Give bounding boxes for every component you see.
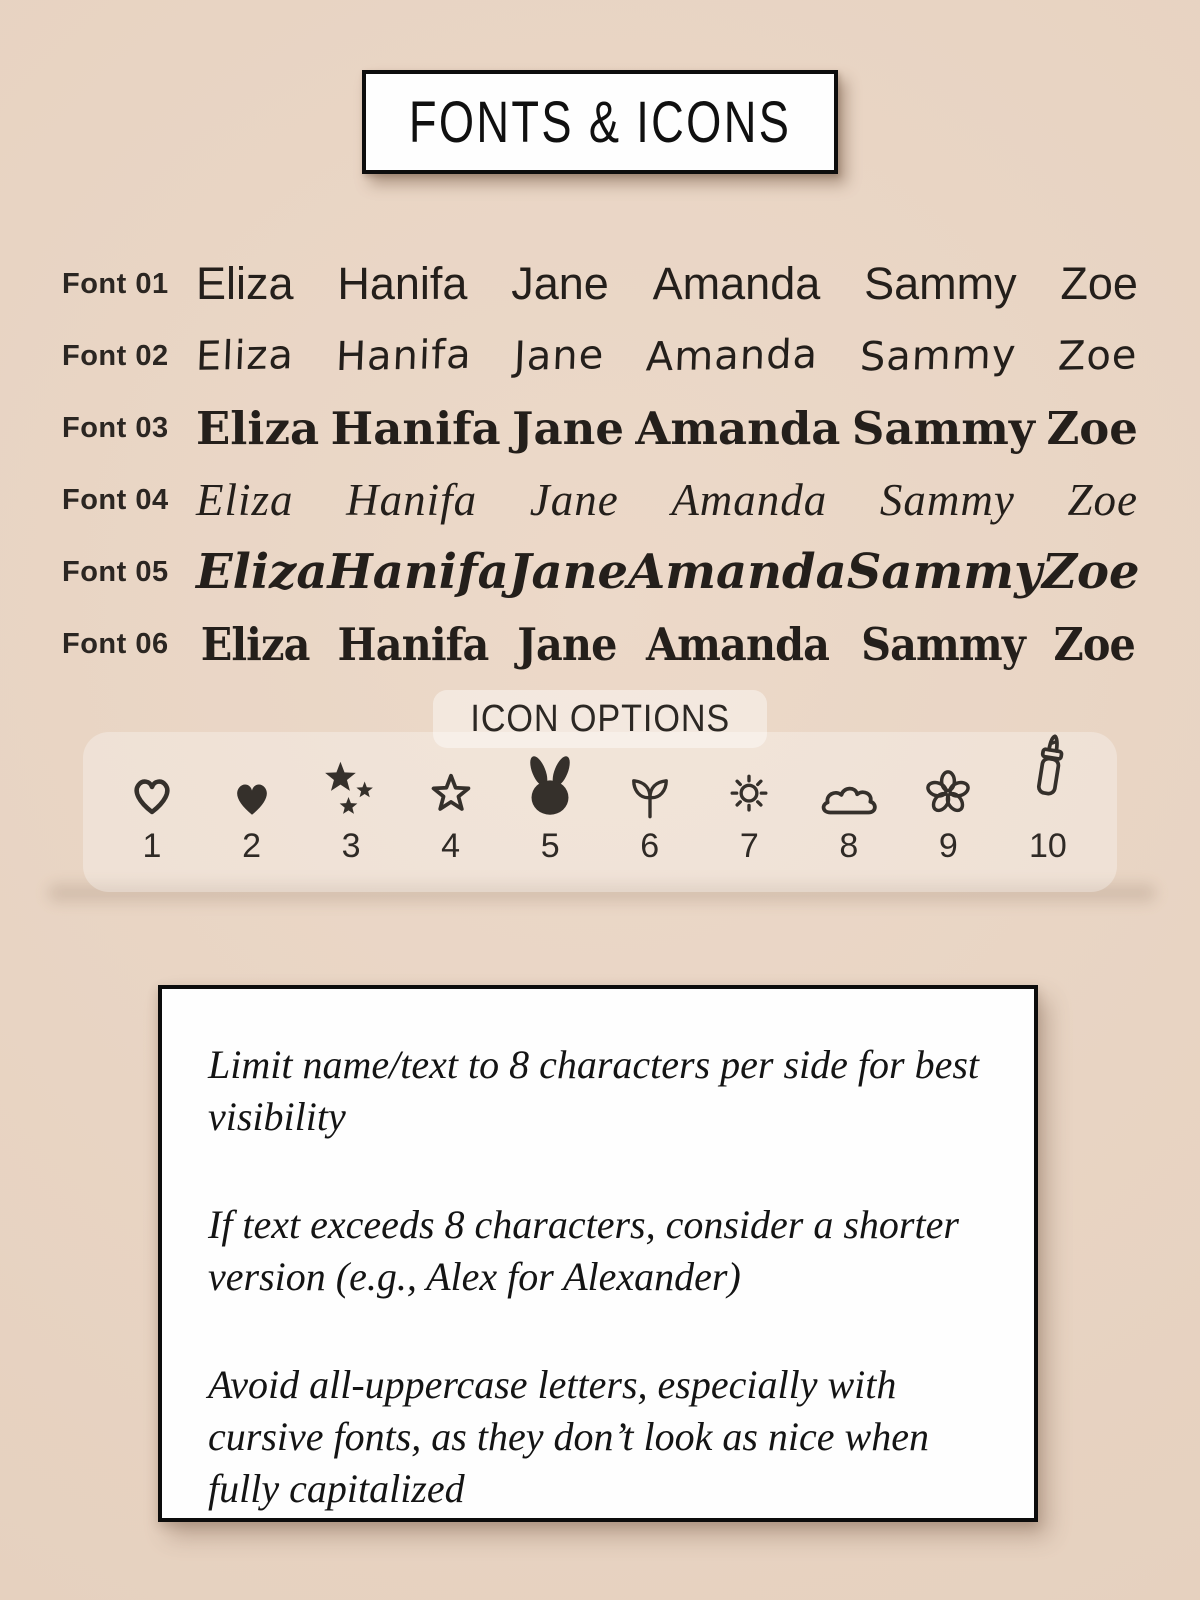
font-label: Font 06: [62, 627, 169, 660]
guideline-paragraph: If text exceeds 8 characters, consider a shorter version (e.g., Alex for Alexander): [208, 1202, 959, 1299]
flower-icon: [918, 762, 978, 820]
font-sample-name: Eliza: [195, 332, 295, 380]
icon-option-6: [607, 764, 693, 866]
icon-option-3: [308, 758, 394, 866]
font-sample-name: Jane: [508, 544, 629, 600]
font-sample-name: Eliza: [196, 544, 328, 600]
font-sample-name: Eliza: [196, 401, 320, 455]
font-sample-name: Jane: [511, 258, 609, 309]
font-sample-name: Sammy: [846, 544, 1042, 600]
sun-icon: [720, 764, 778, 820]
font-sample-name: Amanda: [652, 258, 821, 309]
font-sample-name: Sammy: [864, 258, 1017, 309]
font-row-04: [62, 464, 1138, 536]
icon-number: 3: [341, 827, 361, 865]
bunny-head-icon: [515, 754, 585, 820]
icon-option-10: [1005, 732, 1091, 866]
font-sample-names: [182, 258, 1138, 310]
font-sample-name: Zoe: [1053, 617, 1135, 671]
font-sample-name: Eliza: [196, 258, 294, 309]
font-sample-name: Hanifa: [335, 331, 473, 381]
icon-number: 7: [739, 827, 759, 865]
page-title-box: [362, 70, 838, 174]
sparkle-stars-icon: [319, 758, 383, 820]
font-sample-name: Jane: [512, 401, 624, 455]
font-sample-name: Zoe: [1060, 258, 1138, 309]
heart-outline-icon: [126, 770, 178, 820]
font-label: Font 02: [62, 339, 169, 372]
font-label: Font 05: [62, 555, 169, 588]
font-sample-name: Jane: [517, 617, 617, 671]
font-sample-names: [182, 474, 1138, 526]
font-sample-name: Jane: [512, 332, 605, 380]
font-sample-name: Sammy: [879, 475, 1015, 525]
icon-number: 4: [441, 827, 461, 865]
icon-option-9: [905, 762, 991, 866]
font-label: Font 01: [62, 267, 169, 300]
sprout-icon: [621, 764, 679, 820]
font-sample-name: Zoe: [1041, 544, 1140, 600]
font-sample-name: Hanifa: [338, 617, 489, 671]
font-sample-name: Zoe: [1057, 332, 1139, 380]
icon-number: 1: [142, 827, 162, 865]
font-sample-name: Amanda: [645, 331, 819, 381]
star-outline-icon: [423, 766, 479, 820]
font-samples-table: [62, 248, 1138, 680]
icon-number: 5: [540, 827, 560, 865]
font-sample-name: Hanifa: [346, 475, 478, 525]
guidelines-box: [158, 985, 1038, 1522]
font-sample-name: Amanda: [645, 617, 829, 671]
guideline-paragraph: Avoid all-uppercase letters, especially with cursive fonts, as they don’t look as nice when fully capitalized: [208, 1362, 929, 1511]
font-sample-names: [182, 333, 1138, 379]
cloud-icon: [816, 776, 882, 820]
icon-option-1: [109, 770, 195, 866]
font-sample-name: Zoe: [1067, 475, 1138, 525]
icon-number: 8: [839, 827, 859, 865]
font-label: Font 04: [62, 483, 169, 516]
font-sample-name: Jane: [529, 475, 619, 525]
font-label: Font 03: [62, 411, 169, 444]
icon-option-2: [209, 776, 295, 866]
font-sample-name: Sammy: [851, 401, 1035, 455]
icon-number: 2: [242, 827, 261, 865]
guideline-paragraph: Limit name/text to 8 characters per side for best visibility: [208, 1042, 980, 1139]
font-row-01: [62, 248, 1138, 320]
font-row-02: [62, 320, 1138, 392]
heart-filled-icon: [229, 776, 275, 820]
icon-option-5: [507, 754, 593, 866]
font-sample-name: Sammy: [861, 617, 1026, 671]
font-row-03: [62, 392, 1138, 464]
font-row-05: [62, 536, 1138, 608]
icon-number: 10: [1029, 827, 1067, 865]
font-sample-name: Hanifa: [330, 401, 501, 455]
icon-options-row: [83, 640, 1117, 880]
font-sample-name: Amanda: [628, 544, 847, 600]
icon-number: 9: [938, 827, 958, 865]
icon-option-4: [408, 766, 494, 866]
font-sample-name: Amanda: [635, 401, 841, 455]
font-sample-name: Eliza: [196, 475, 294, 525]
icon-option-8: [806, 776, 892, 866]
icon-option-7: [706, 764, 792, 866]
font-sample-names: [182, 402, 1138, 455]
font-sample-name: Amanda: [671, 475, 828, 525]
font-sample-name: Zoe: [1046, 401, 1138, 455]
font-sample-name: Eliza: [200, 617, 310, 671]
font-sample-name: Hanifa: [337, 258, 468, 309]
font-sample-name: Hanifa: [327, 544, 509, 600]
icon-options-heading: ICON OPTIONS: [470, 697, 730, 740]
page-title: FONTS & ICONS: [408, 89, 792, 155]
font-sample-names: [182, 544, 1140, 600]
icon-number: 6: [640, 827, 660, 865]
baby-bottle-icon: [1017, 732, 1079, 820]
font-sample-name: Sammy: [859, 331, 1018, 381]
